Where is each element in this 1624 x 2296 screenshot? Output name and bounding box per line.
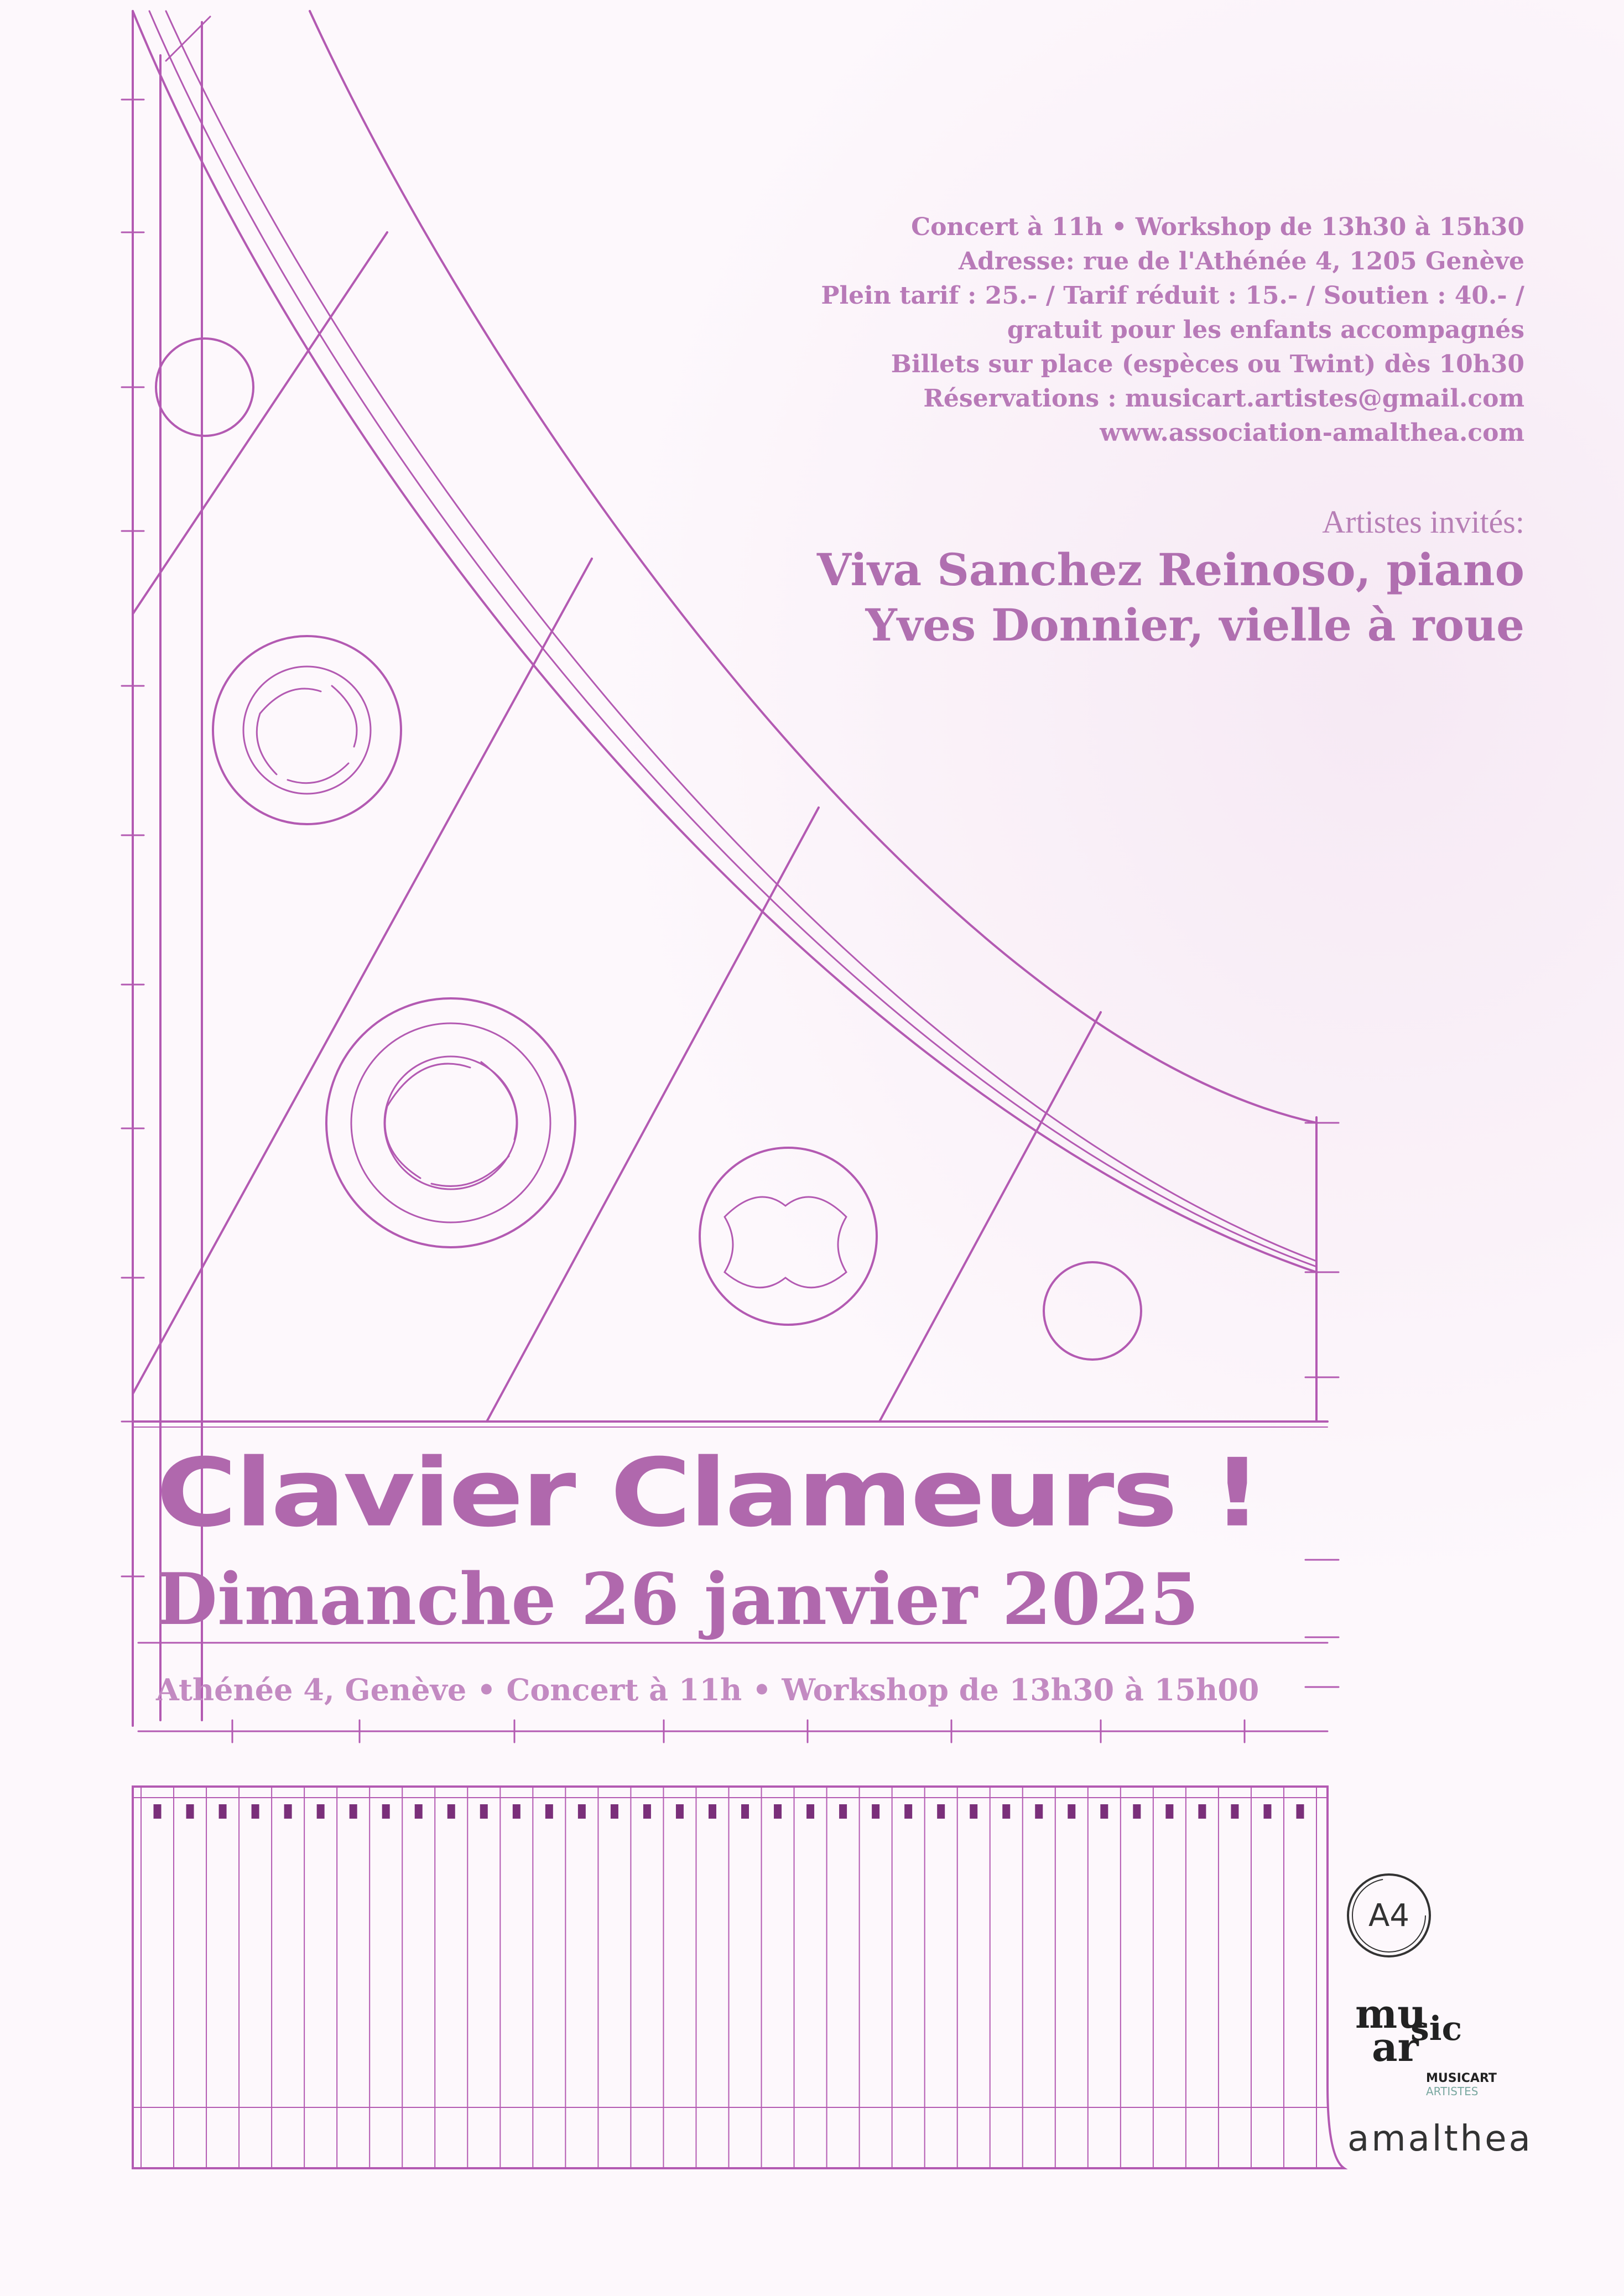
keyboard-key-marker — [709, 1804, 716, 1819]
info-line-tickets: Billets sur place (espèces ou Twint) dès 10h30 — [891, 350, 1524, 378]
keyboard-key-marker — [839, 1804, 847, 1819]
keyboard-key-marker — [970, 1804, 977, 1819]
keyboard-key-marker — [806, 1804, 814, 1819]
info-line-reservations[interactable]: Réservations : musicart.artistes@gmail.com — [923, 384, 1524, 413]
keyboard-key-marker — [252, 1804, 259, 1819]
svg-text:sic: sic — [1410, 2009, 1462, 2048]
event-title: Clavier Clameurs ! — [156, 1438, 1261, 1548]
info-line-children: gratuit pour les enfants accompagnés — [1007, 316, 1524, 344]
amalthea-logo: amalthea — [1347, 2118, 1533, 2159]
keyboard-key-marker — [513, 1804, 520, 1819]
keyboard-key-marker — [676, 1804, 684, 1819]
guest-artist-2: Yves Donnier, vielle à roue — [865, 599, 1524, 651]
keyboard-key-marker — [1133, 1804, 1141, 1819]
guest-artist-1: Viva Sanchez Reinoso, piano — [816, 544, 1524, 596]
keyboard-key-marker — [872, 1804, 879, 1819]
musicart-logo-subtext: ARTISTES — [1426, 2085, 1479, 2098]
a4-logo-text: A4 — [1368, 1898, 1409, 1934]
keyboard-key-marker — [317, 1804, 325, 1819]
event-date: Dimanche 26 janvier 2025 — [156, 1558, 1199, 1641]
a4-logo — [1344, 1871, 1434, 1960]
info-line-address: Adresse: rue de l'Athénée 4, 1205 Genève — [958, 247, 1524, 275]
keyboard-key-marker — [219, 1804, 227, 1819]
info-line-prices: Plein tarif : 25.- / Tarif réduit : 15.- / Soutien : 40.- / — [821, 282, 1524, 310]
keyboard-key-marker — [904, 1804, 912, 1819]
keyboard-key-marker — [350, 1804, 357, 1819]
keyboard-key-marker — [1198, 1804, 1206, 1819]
keyboard-key-marker — [643, 1804, 651, 1819]
keyboard-key-marker — [1263, 1804, 1271, 1819]
keyboard-key-marker — [284, 1804, 292, 1819]
keyboard-key-marker — [415, 1804, 423, 1819]
info-line-website[interactable]: www.association-amalthea.com — [1100, 419, 1524, 447]
keyboard-key-marker — [545, 1804, 553, 1819]
svg-text:ar: ar — [1372, 2023, 1419, 2070]
venue-line: Athénée 4, Genève • Concert à 11h • Workshop de 13h30 à 15h00 — [156, 1672, 1259, 1707]
keyboard-key-marker — [741, 1804, 749, 1819]
keyboard-key-marker — [1002, 1804, 1010, 1819]
keyboard-key-marker — [154, 1804, 162, 1819]
keyboard-key-marker — [1296, 1804, 1304, 1819]
keyboard-key-marker — [937, 1804, 945, 1819]
keyboard-key-marker — [578, 1804, 586, 1819]
keyboard-key-marker — [186, 1804, 194, 1819]
guests-label: Artistes invités: — [1322, 504, 1524, 540]
keyboard-key-marker — [1068, 1804, 1075, 1819]
keyboard-key-marker — [611, 1804, 618, 1819]
keyboard-key-marker — [382, 1804, 390, 1819]
keyboard-key-marker — [1231, 1804, 1238, 1819]
keyboard-key-marker — [480, 1804, 488, 1819]
keyboard-key-marker — [1100, 1804, 1108, 1819]
keyboard-key-marker — [774, 1804, 782, 1819]
svg-text:mu: mu — [1355, 1990, 1427, 2037]
event-info — [639, 210, 1524, 450]
keyboard-key-marker — [1165, 1804, 1173, 1819]
musicart-logo-text: MUSICART — [1426, 2071, 1497, 2085]
keyboard-key-marker — [447, 1804, 455, 1819]
keyboard-key-marker — [1035, 1804, 1043, 1819]
info-line-schedule: Concert à 11h • Workshop de 13h30 à 15h30 — [911, 213, 1524, 241]
guest-artists — [817, 542, 1524, 653]
musicart-logo — [1350, 1989, 1499, 2100]
